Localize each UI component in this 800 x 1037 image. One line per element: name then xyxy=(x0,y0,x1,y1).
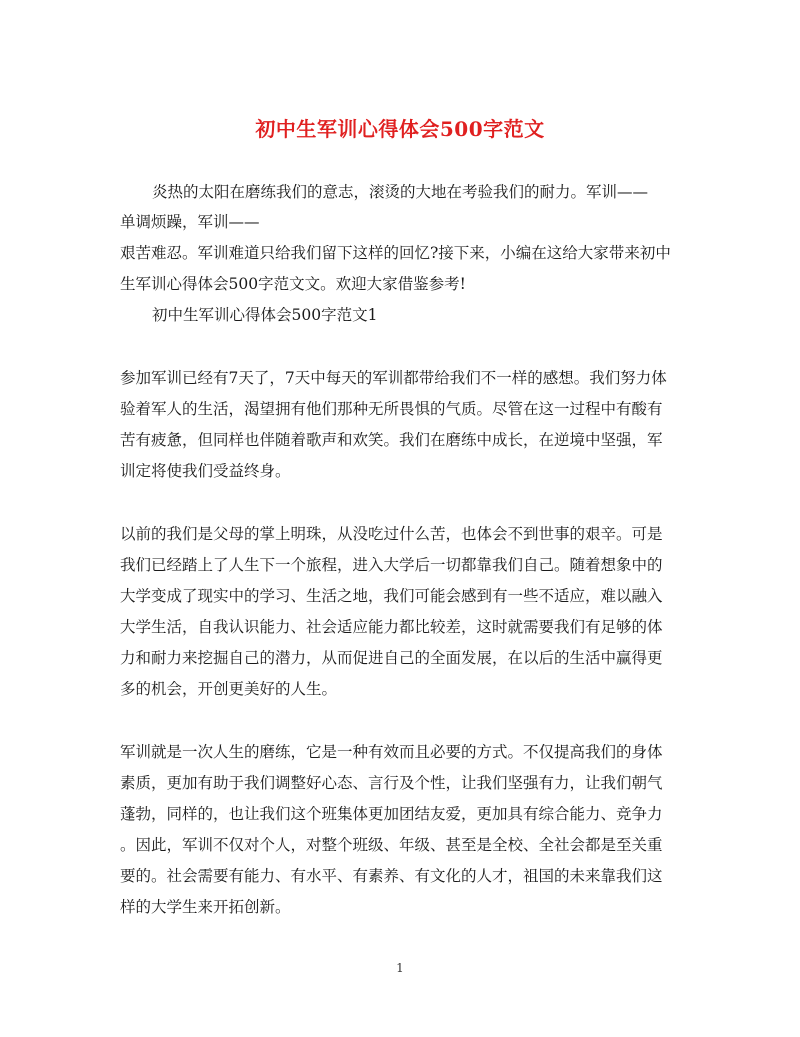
paragraph-2-line: 我们已经踏上了人生下一个旅程，进入大学后一切都靠我们自己。随着想象中的 xyxy=(120,556,663,574)
paragraph-2-line: 力和耐力来挖掘自己的潜力，从而促进自己的全面发展，在以后的生活中赢得更 xyxy=(120,649,663,667)
paragraph-2-line: 以前的我们是父母的掌上明珠，从没吃过什么苦，也体会不到世事的艰辛。可是 xyxy=(120,525,663,543)
paragraph-3-line: 样的大学生来开拓创新。 xyxy=(120,898,291,916)
page-number: 1 xyxy=(396,961,404,975)
paragraph-1-line: 训定将使我们受益终身。 xyxy=(120,462,291,480)
paragraph-2-line: 多的机会，开创更美好的人生。 xyxy=(120,680,338,698)
paragraph-1-line: 参加军训已经有7天了，7天中每天的军训都带给我们不一样的感想。我们努力体 xyxy=(120,369,667,387)
intro-line: 艰苦难忍。军训难道只给我们留下这样的回忆?接下来，小编在这给大家带来初中 xyxy=(120,244,671,262)
paragraph-3-line: 。因此，军训不仅对个人，对整个班级、年级、甚至是全校、全社会都是至关重 xyxy=(120,836,663,854)
intro-line: 单调烦躁，军训—— xyxy=(120,213,260,231)
intro-line: 生军训心得体会500字范文文。欢迎大家借鉴参考! xyxy=(120,275,466,293)
document-title: 初中生军训心得体会500字范文 xyxy=(255,117,545,141)
section-heading: 初中生军训心得体会500字范文1 xyxy=(152,306,378,324)
paragraph-3-line: 军训就是一次人生的磨练，它是一种有效而且必要的方式。不仅提高我们的身体 xyxy=(120,743,663,761)
paragraph-2-line: 大学变成了现实中的学习、生活之地，我们可能会感到有一些不适应，难以融入 xyxy=(120,587,663,605)
paragraph-1-line: 苦有疲惫，但同样也伴随着歌声和欢笑。我们在磨练中成长，在逆境中坚强，军 xyxy=(120,431,663,449)
paragraph-3-line: 素质，更加有助于我们调整好心态、言行及个性，让我们坚强有力，让我们朝气 xyxy=(120,774,663,792)
paragraph-3-line: 蓬勃，同样的，也让我们这个班集体更加团结友爱，更加具有综合能力、竞争力 xyxy=(120,805,663,823)
intro-line: 炎热的太阳在磨练我们的意志，滚烫的大地在考验我们的耐力。军训—— xyxy=(152,183,649,201)
paragraph-2-line: 大学生活，自我认识能力、社会适应能力都比较差，这时就需要我们有足够的体 xyxy=(120,618,663,636)
paragraph-3-line: 要的。社会需要有能力、有水平、有素养、有文化的人才，祖国的未来靠我们这 xyxy=(120,867,663,885)
paragraph-1-line: 验着军人的生活，渴望拥有他们那种无所畏惧的气质。尽管在这一过程中有酸有 xyxy=(120,400,663,418)
